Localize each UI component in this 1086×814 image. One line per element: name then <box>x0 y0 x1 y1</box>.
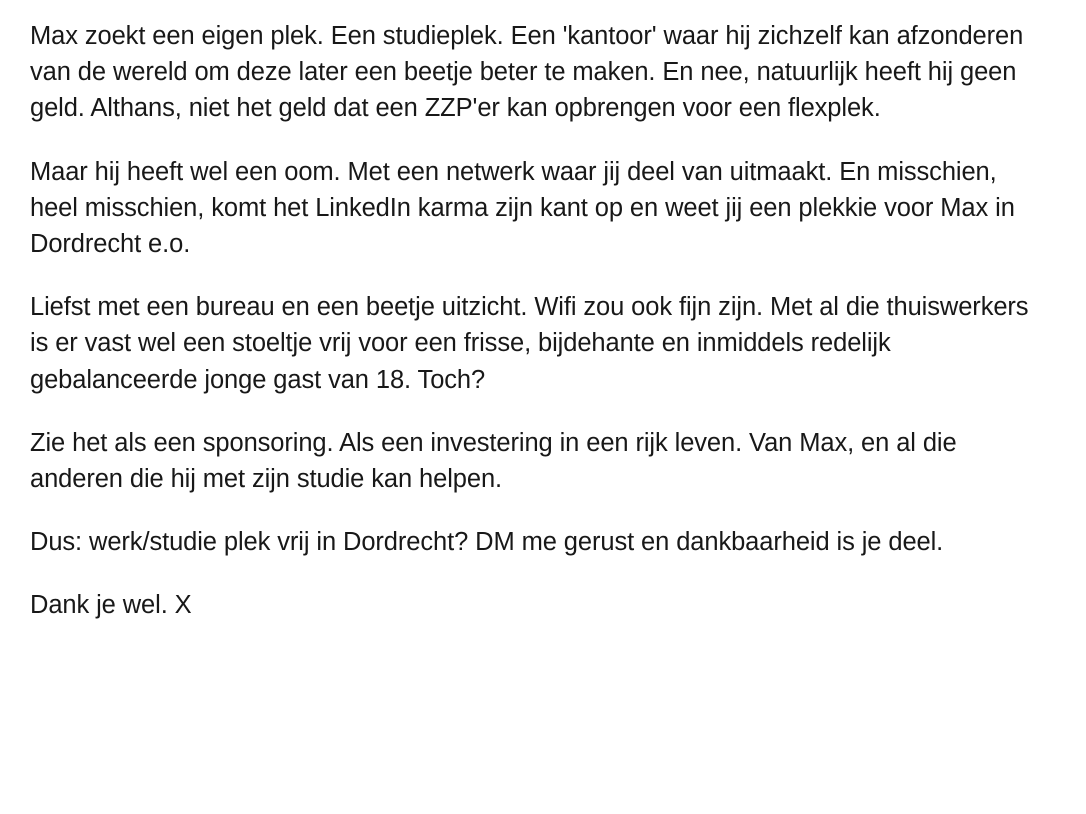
post-paragraph: Zie het als een sponsoring. Als een investering in een rijk leven. Van Max, en al die anderen die hij met zijn studie kan helpen. <box>30 428 964 494</box>
post-paragraph: Dank je wel. X <box>30 591 192 620</box>
post-paragraph: Liefst met een bureau en een beetje uitzicht. Wifi zou ook fijn zijn. Met al die thuiswerkers is er vast wel een stoeltje vrij voor een frisse, bijdehante en inmiddels redelijk gebalanceerde jonge gast van 18. Toch? <box>30 293 1036 394</box>
post-paragraph: Maar hij heeft wel een oom. Met een netwerk waar jij deel van uitmaakt. En misschien, heel misschien, komt het LinkedIn karma zijn kant op en weet jij een plekkie voor Max in Dordrecht e.o. <box>30 157 1022 259</box>
post-paragraph: Max zoekt een eigen plek. Een studieplek. Een 'kantoor' waar hij zichzelf kan afzonderen van de wereld om deze later een beetje beter te maken. En nee, natuurlijk heeft hij geen geld. Althans, niet het geld dat een ZZP'er kan opbrengen voor een flexplek. <box>30 22 1031 123</box>
post-paragraph: Dus: werk/studie plek vrij in Dordrecht? DM me gerust en dankbaarheid is je deel. <box>30 528 944 557</box>
